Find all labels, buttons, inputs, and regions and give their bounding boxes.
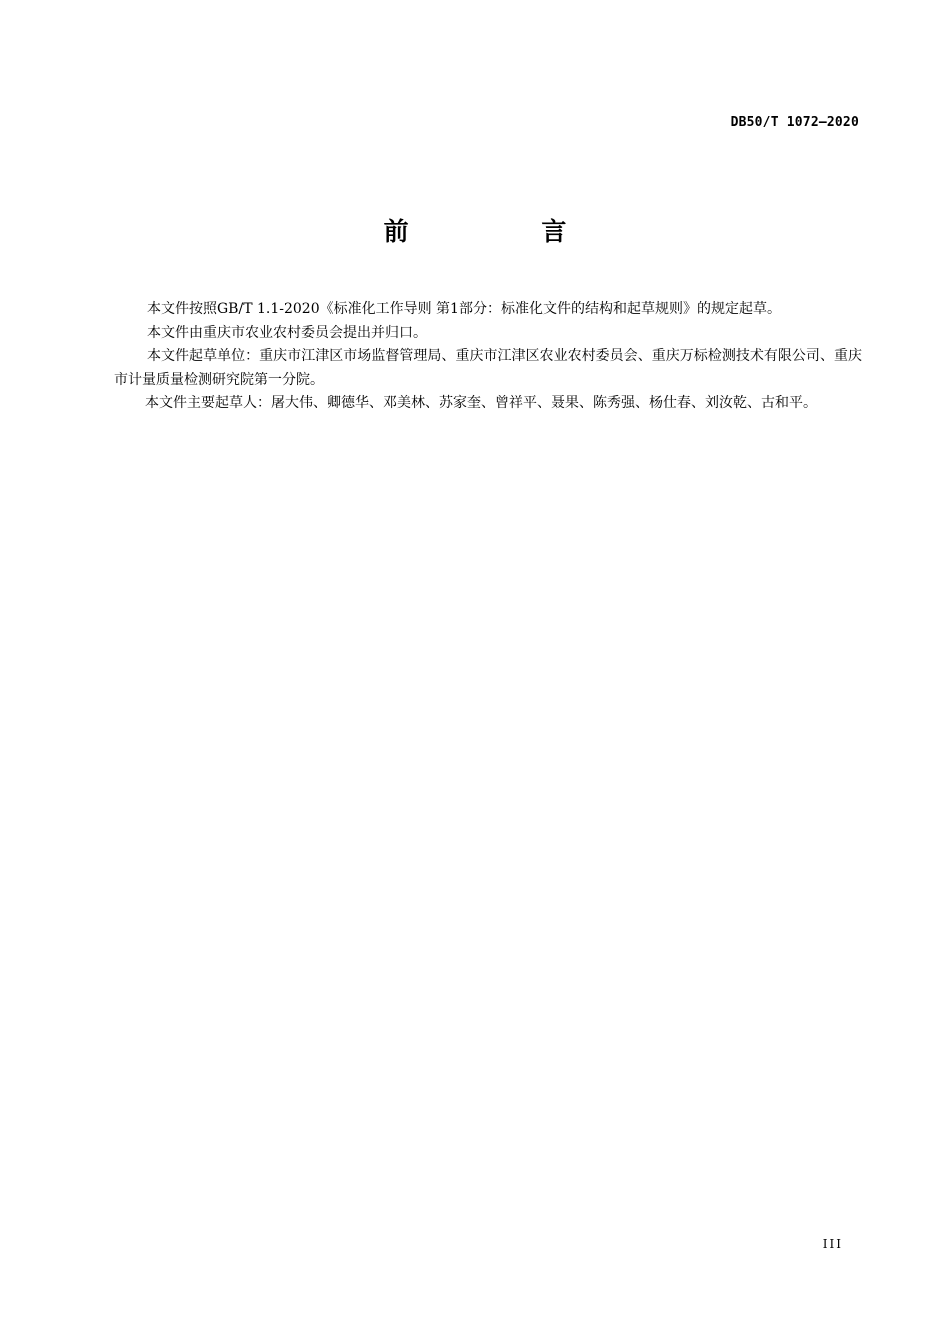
page-title: 前 言 <box>383 217 629 246</box>
paragraph-drafting-units: 本文件起草单位：重庆市江津区市场监督管理局、重庆市江津区农业农村委员会、重庆万标检测技术有限公司、重庆市计量质量检测研究院第一分院。 <box>114 348 862 388</box>
standard-number: DB50/T 1072—2020 <box>730 115 859 130</box>
document-body <box>114 298 862 416</box>
paragraph-drafting-rules: 本文件按照GB/T 1.1-2020《标准化工作导则 第1部分：标准化文件的结构和起草规则》的规定起草。 <box>147 301 781 317</box>
paragraph-drafters: 本文件主要起草人：屠大伟、卿德华、邓美林、苏家奎、曾祥平、聂果、陈秀强、杨仕春、刘汝乾、古和平。 <box>145 395 817 411</box>
paragraph-proposer: 本文件由重庆市农业农村委员会提出并归口。 <box>147 324 427 341</box>
page-number: III <box>822 1237 843 1251</box>
